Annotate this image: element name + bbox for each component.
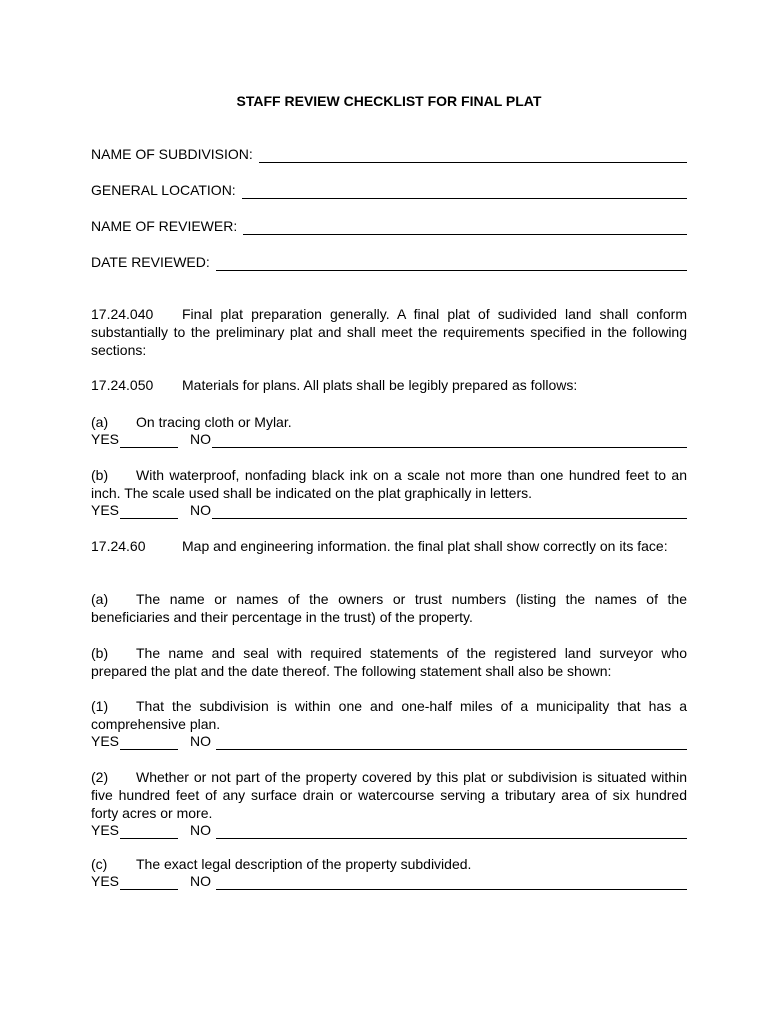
item-marker: (b)	[91, 645, 109, 661]
item-text: The name and seal with required statements of the registered land surveyor who prepared the plat and the date thereof. The following statement shall also be shown:	[91, 645, 687, 679]
item-60-b	[91, 644, 687, 680]
yes-no-row-050-a	[91, 430, 687, 448]
yes-label: YES	[91, 822, 120, 838]
no-label: NO	[190, 873, 212, 889]
item-60-2	[91, 768, 687, 822]
yes-label: YES	[91, 733, 120, 749]
no-answer-line[interactable]	[216, 735, 687, 750]
general-location-field[interactable]	[91, 181, 687, 199]
item-text: That the subdivision is within one and one-half miles of a municipality that has a comprehensive plan.	[91, 698, 687, 732]
item-marker: (1)	[91, 698, 109, 714]
item-text: The exact legal description of the property subdivided.	[136, 856, 472, 872]
page-title: STAFF REVIEW CHECKLIST FOR FINAL PLAT	[236, 93, 542, 109]
item-050-a	[91, 413, 687, 431]
no-answer-line[interactable]	[212, 504, 687, 519]
yes-answer-line[interactable]	[120, 735, 178, 750]
no-answer-line[interactable]	[216, 824, 687, 839]
yes-no-row-60-2	[91, 821, 687, 839]
item-text: On tracing cloth or Mylar.	[136, 414, 292, 430]
no-label: NO	[190, 502, 212, 518]
item-text: Whether or not part of the property covered by this plat or subdivision is situated within five hundred feet of any surface drain or watercourse serving a tributary area of six hundred forty acres or more.	[91, 769, 687, 821]
yes-label: YES	[91, 431, 120, 447]
yes-label: YES	[91, 873, 120, 889]
item-050-b	[91, 466, 687, 502]
yes-no-row-60-c	[91, 872, 687, 890]
subdivision-name-field[interactable]	[91, 145, 687, 163]
item-marker: (c)	[91, 856, 108, 872]
section-text: Final plat preparation generally. A final plat of sudivided land shall conform substantially to the preliminary plat and shall meet the requirements specified in the following sections:	[91, 306, 687, 358]
general-location-line[interactable]	[242, 184, 687, 199]
section-text: Map and engineering information. the final plat shall show correctly on its face:	[182, 538, 668, 554]
yes-answer-line[interactable]	[120, 433, 178, 448]
item-60-a	[91, 590, 687, 626]
date-reviewed-label: DATE REVIEWED:	[91, 254, 210, 270]
item-marker: (a)	[91, 591, 109, 607]
item-60-1	[91, 697, 687, 733]
section-17-24-050	[91, 376, 687, 394]
yes-answer-line[interactable]	[120, 824, 178, 839]
reviewer-name-field[interactable]	[91, 217, 687, 235]
no-answer-line[interactable]	[216, 875, 687, 890]
date-reviewed-field[interactable]	[91, 253, 687, 271]
yes-answer-line[interactable]	[120, 504, 178, 519]
reviewer-name-label: NAME OF REVIEWER:	[91, 218, 238, 234]
general-location-label: GENERAL LOCATION:	[91, 182, 236, 198]
section-code: 17.24.040	[91, 306, 154, 322]
section-17-24-60	[91, 537, 687, 555]
section-code: 17.24.050	[91, 377, 154, 393]
yes-label: YES	[91, 502, 120, 518]
no-label: NO	[190, 733, 212, 749]
item-marker: (2)	[91, 769, 109, 785]
subdivision-name-line[interactable]	[259, 148, 687, 163]
section-code: 17.24.60	[91, 538, 146, 554]
subdivision-name-label: NAME OF SUBDIVISION:	[91, 146, 253, 162]
item-marker: (b)	[91, 467, 109, 483]
yes-no-row-60-1	[91, 732, 687, 750]
section-17-24-040	[91, 305, 687, 359]
yes-no-row-050-b	[91, 501, 687, 519]
no-answer-line[interactable]	[212, 433, 687, 448]
item-text: The name or names of the owners or trust numbers (listing the names of the beneficiaries and their percentage in the trust) of the property.	[91, 591, 687, 625]
item-text: With waterproof, nonfading black ink on a scale not more than one hundred feet to an inch. The scale used shall be indicated on the plat graphically in letters.	[91, 467, 687, 501]
yes-answer-line[interactable]	[120, 875, 178, 890]
section-text: Materials for plans. All plats shall be legibly prepared as follows:	[182, 377, 578, 393]
no-label: NO	[190, 822, 212, 838]
date-reviewed-line[interactable]	[216, 256, 687, 271]
item-marker: (a)	[91, 414, 109, 430]
reviewer-name-line[interactable]	[243, 220, 687, 235]
no-label: NO	[190, 431, 212, 447]
item-60-c	[91, 855, 687, 873]
